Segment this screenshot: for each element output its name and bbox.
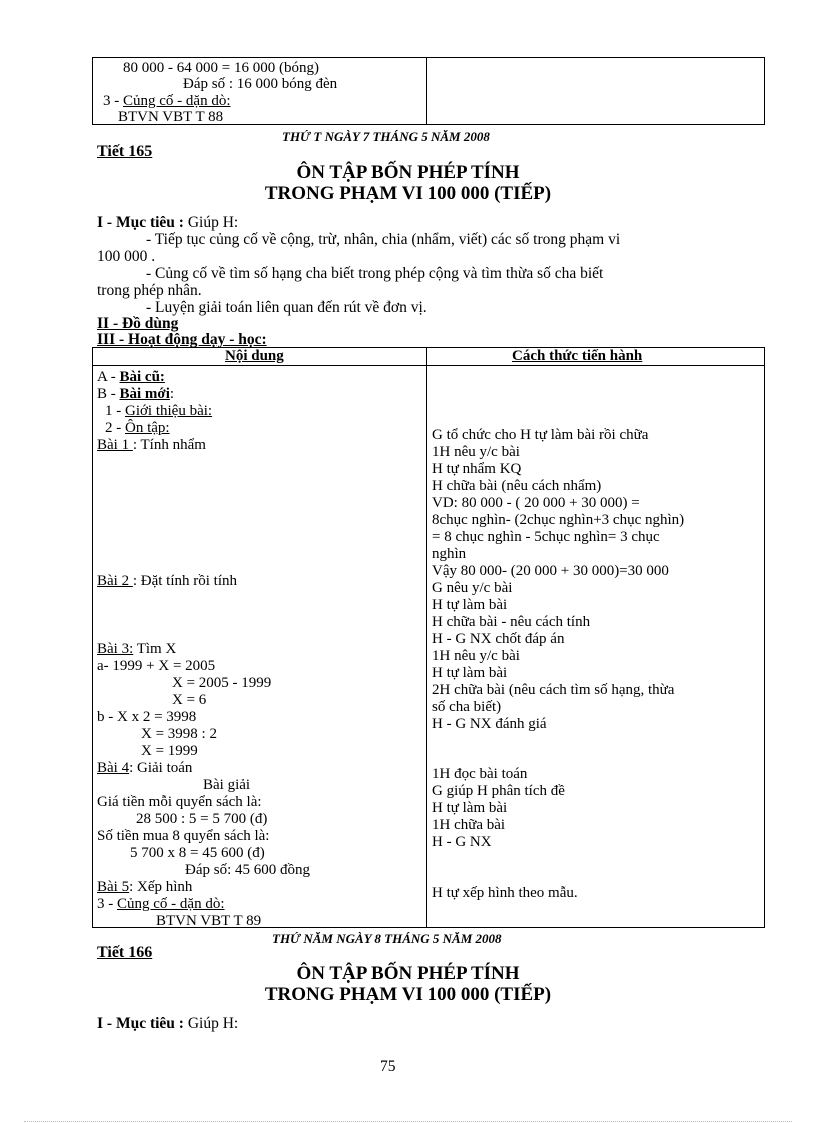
method-line: 1H nêu y/c bài: [432, 444, 520, 460]
homework-row: BTVN VBT T 89: [156, 913, 262, 929]
lesson166-date: THỨ NĂM NGÀY 8 THÁNG 5 NĂM 2008: [272, 931, 502, 946]
row-prefix: B -: [97, 386, 120, 402]
ex3-line2: X = 2005 - 1999: [172, 675, 272, 691]
row-prefix: 2 -: [105, 420, 125, 436]
exercise-1-label: Bài 1: [97, 437, 133, 453]
old-lesson-label: Bài cũ:: [119, 369, 165, 385]
exercise-5: [97, 879, 192, 896]
exercise-3-text: Tìm X: [133, 641, 177, 657]
method-line: H - G NX chốt đáp án: [432, 631, 565, 647]
lesson165-number: Tiết 165: [97, 143, 153, 160]
exercise-4-text: : Giải toán: [129, 760, 193, 776]
method-line: H - G NX đánh giá: [432, 716, 547, 732]
method-line: = 8 chục nghìn - 5chục nghìn= 3 chục: [432, 529, 660, 545]
prev-calc-line: 80 000 - 64 000 = 16 000 (bóng): [123, 60, 319, 76]
ex4-line6: Đáp số: 45 600 đồng: [185, 862, 310, 878]
objective-1b: 100 000 .: [97, 248, 156, 265]
prev-consolidation-prefix: 3 -: [103, 93, 123, 109]
exercise-2: [97, 573, 237, 590]
objective-3: - Luyện giải toán liên quan đến rút về đơn vị.: [146, 299, 427, 316]
new-lesson-label: Bài mới: [119, 386, 170, 402]
consolidation-row: [97, 896, 224, 913]
method-line: G giúp H phân tích đề: [432, 783, 565, 799]
objective-2b: trong phép nhân.: [97, 282, 202, 299]
exercise-5-text: : Xếp hình: [129, 879, 193, 895]
row-prefix: 1 -: [105, 403, 125, 419]
exercise-1: [97, 437, 206, 454]
method-line: Vậy 80 000- (20 000 + 30 000)=30 000: [432, 563, 669, 579]
lesson165-date: THỨ T NGÀY 7 THÁNG 5 NĂM 2008: [282, 129, 490, 144]
ex3-line4: b - X x 2 = 3998: [97, 709, 197, 725]
method-line: H - G NX: [432, 834, 492, 850]
method-line: H tự làm bài: [432, 665, 508, 681]
lesson165-title-line1: ÔN TẬP BỐN PHÉP TÍNH: [296, 162, 520, 183]
ex4-line2: Giá tiền mỗi quyển sách là:: [97, 794, 262, 810]
review-label: Ôn tập:: [125, 420, 170, 436]
review-row: [105, 420, 170, 437]
intro-row: [105, 403, 212, 420]
lesson165-objective-heading: [97, 214, 238, 232]
method-line: 2H chữa bài (nêu cách tìm số hạng, thừa: [432, 682, 675, 698]
method-line: 8chục nghìn- (2chục nghìn+3 chục nghìn): [432, 512, 685, 528]
old-lesson-row: [97, 369, 165, 386]
lesson165-title-line2: TRONG PHẠM VI 100 000 (TIẾP): [264, 183, 552, 204]
objective-intro: Giúp H:: [183, 1015, 239, 1032]
exercise-4-label: Bài 4: [97, 760, 130, 776]
method-line: 1H chữa bài: [432, 817, 506, 833]
objective-label: I - Mục tiêu :: [97, 1015, 184, 1032]
page-number: 75: [380, 1058, 396, 1075]
ex3-line6: X = 1999: [141, 743, 198, 759]
new-lesson-row: [97, 386, 174, 403]
ex4-line3: 28 500 : 5 = 5 700 (đ): [136, 811, 268, 827]
method-line: H chữa bài (nêu cách nhẩm): [432, 478, 602, 494]
exercise-5-label: Bài 5: [97, 879, 130, 895]
method-line: 1H nêu y/c bài: [432, 648, 520, 664]
lesson166-title-line2: TRONG PHẠM VI 100 000 (TIẾP): [264, 984, 552, 1005]
prev-consolidation: [103, 93, 230, 110]
exercise-3: [97, 641, 176, 658]
method-line: nghìn: [432, 546, 467, 562]
row-prefix: 3 -: [97, 896, 117, 912]
objective-2a: - Củng cố về tìm số hạng cha biết trong phép cộng và tìm thừa số cha biết: [146, 265, 604, 282]
section-materials: II - Đồ dùng: [97, 315, 179, 332]
method-line: H tự làm bài: [432, 597, 508, 613]
method-line: G nêu y/c bài: [432, 580, 513, 596]
row-prefix: A -: [97, 369, 120, 385]
exercise-2-text: : Đặt tính rồi tính: [132, 573, 238, 589]
footer-divider: [24, 1121, 792, 1122]
lesson166-title-line1: ÔN TẬP BỐN PHÉP TÍNH: [296, 963, 520, 984]
ex4-line5: 5 700 x 8 = 45 600 (đ): [130, 845, 265, 861]
exercise-2-label: Bài 2: [97, 573, 133, 589]
objective-1a: - Tiếp tục củng cố về cộng, trừ, nhân, chia (nhẩm, viết) các số trong phạm vi: [146, 231, 621, 248]
method-line: G tổ chức cho H tự làm bài rồi chữa: [432, 427, 649, 443]
method-line: 1H đọc bài toán: [432, 766, 528, 782]
objective-label: I - Mục tiêu :: [97, 214, 184, 231]
lesson166-objective-heading: [97, 1015, 238, 1033]
section-activities: III - Hoạt động dạy - học:: [97, 331, 267, 348]
ex3-line5: X = 3998 : 2: [141, 726, 217, 742]
method-line: H chữa bài - nêu cách tính: [432, 614, 591, 630]
prev-answer-line: Đáp số : 16 000 bóng đèn: [183, 76, 338, 92]
objective-intro: Giúp H:: [183, 214, 239, 231]
ex3-line1: a- 1999 + X = 2005: [97, 658, 216, 674]
ex4-line1: Bài giải: [203, 777, 251, 793]
ex4-line4: Số tiền mua 8 quyển sách là:: [97, 828, 270, 844]
exercise-4: [97, 760, 192, 777]
exercise-3-label: Bài 3:: [97, 641, 134, 657]
method-line: H tự xếp hình theo mẫu.: [432, 885, 578, 901]
intro-label: Giới thiệu bài:: [125, 403, 213, 419]
ex3-line3: X = 6: [172, 692, 207, 708]
method-line: H tự làm bài: [432, 800, 508, 816]
col-header-method: Cách thức tiến hành: [512, 348, 643, 364]
method-line: số cha biết): [432, 699, 502, 715]
prev-homework: BTVN VBT T 88: [118, 109, 224, 125]
exercise-1-text: : Tính nhẩm: [132, 437, 206, 453]
lesson166-number: Tiết 166: [97, 944, 153, 961]
method-line: H tự nhẩm KQ: [432, 461, 522, 477]
col-header-content: Nội dung: [225, 348, 284, 364]
consolidation-label: Củng cố - dặn dò:: [117, 896, 225, 912]
row-suffix: :: [169, 386, 175, 402]
prev-consolidation-label: Củng cố - dặn dò:: [123, 93, 231, 109]
method-line: VD: 80 000 - ( 20 000 + 30 000) =: [432, 495, 640, 511]
